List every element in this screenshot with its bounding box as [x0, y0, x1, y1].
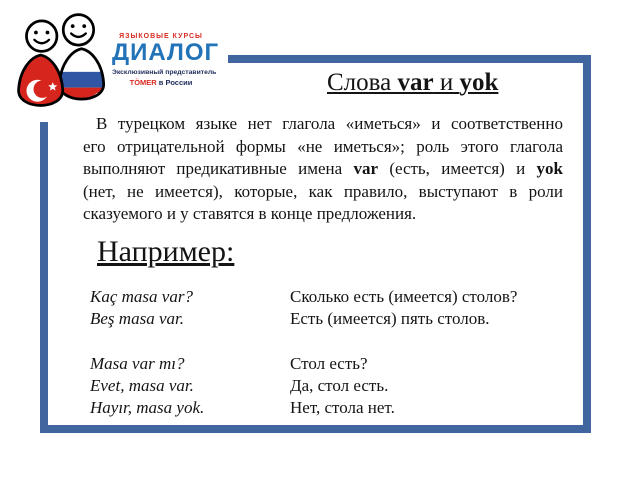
example-row — [90, 308, 550, 330]
example-group — [90, 353, 550, 419]
russian-translation: Есть (имеется) пять столов. — [290, 309, 490, 328]
turkish-figure-icon — [19, 21, 63, 106]
frame-left-border — [40, 122, 48, 433]
dialog-logo-icon — [6, 12, 111, 117]
russian-translation: Нет, стола нет. — [290, 398, 395, 417]
russian-translation: Стол есть? — [290, 354, 368, 373]
examples-list — [90, 286, 550, 442]
frame-right-border — [583, 55, 591, 433]
turkish-phrase: Beş masa var. — [90, 309, 184, 328]
frame-top-border — [228, 55, 591, 63]
russian-translation: Да, стол есть. — [290, 376, 389, 395]
russian-translation: Сколько есть (имеется) столов? — [290, 287, 518, 306]
body-paragraph — [83, 113, 563, 226]
example-row — [90, 286, 550, 308]
page-title: Слова var и yok — [327, 69, 499, 96]
logo-tomer: TÖMER — [129, 78, 157, 87]
paragraph-line: В турецком языке нет глагола «иметься» и соответственно — [96, 114, 563, 133]
paragraph-line: выполняют предикативные имена var (есть, имеется) и yok — [83, 159, 563, 178]
example-row — [90, 375, 550, 397]
logo-tagline: ЯЗЫКОВЫЕ КУРСЫ — [119, 33, 203, 40]
paragraph-line: его отрицательной формы «не иметься»; роль этого глагола — [83, 136, 563, 156]
turkish-phrase: Kaç masa var? — [90, 287, 193, 306]
logo-brand: ДИАЛОГ — [112, 39, 220, 66]
turkish-phrase: Hayır, masa yok. — [90, 398, 205, 417]
russian-figure-icon — [53, 15, 111, 114]
logo-tomer-line — [112, 78, 210, 87]
turkish-phrase: Masa var mı? — [90, 354, 185, 373]
examples-heading: Например: — [97, 235, 235, 268]
example-row — [90, 353, 550, 375]
paragraph-line: сказуемого и у ставятся в конце предложения. — [83, 204, 417, 223]
example-row — [90, 397, 550, 419]
logo-subtitle: Эксклюзивный представитель — [112, 69, 217, 76]
logo-wordmark — [112, 33, 220, 87]
turkish-phrase: Evet, masa var. — [90, 376, 194, 395]
paragraph-line: (нет, не имеется), которые, как правило, выступают в роли — [83, 181, 563, 201]
example-group — [90, 286, 550, 330]
logo-tomer-suffix: в России — [156, 78, 193, 87]
